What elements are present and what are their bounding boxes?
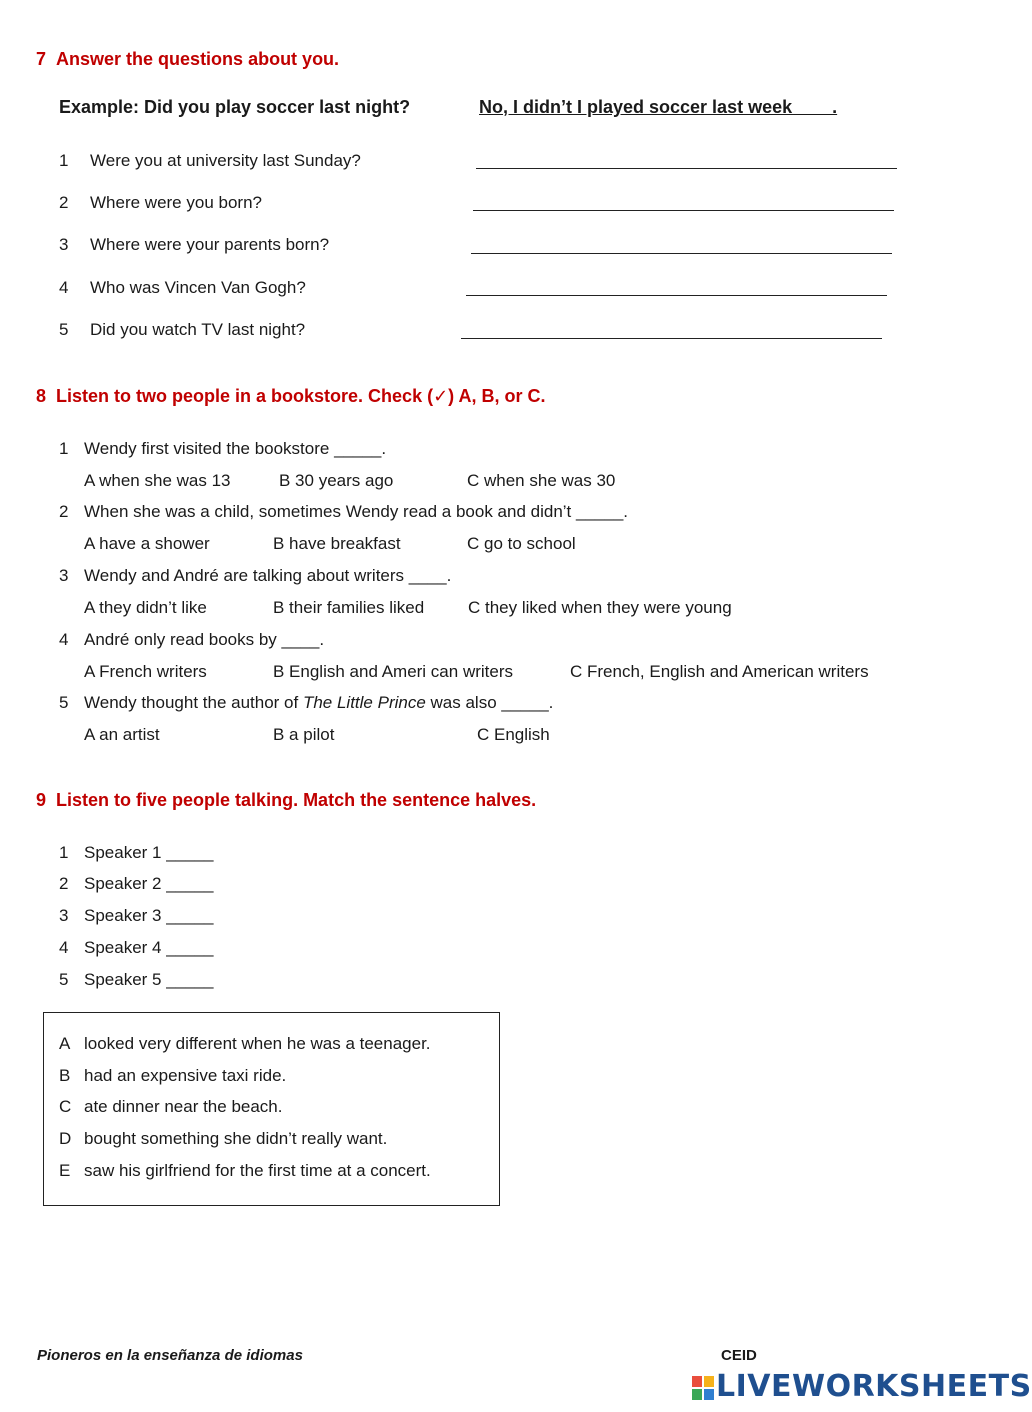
option-row-b [59, 1066, 286, 1086]
answer-line-5[interactable] [461, 322, 882, 339]
question-number: 5 [59, 693, 69, 712]
s8-q1-option-b[interactable]: B 30 years ago [279, 471, 394, 490]
s7-question-1 [59, 151, 361, 171]
section-7-heading [36, 49, 339, 70]
option-letter: D [59, 1129, 72, 1148]
question-number: 3 [59, 235, 69, 254]
question-text: André only read books by ____. [84, 630, 325, 649]
speaker-row-1[interactable] [59, 843, 214, 863]
question-text: Did you watch TV last night? [90, 320, 306, 339]
example-question: Example: Did you play soccer last night? [59, 97, 411, 117]
question-text: Were you at university last Sunday? [90, 151, 361, 170]
speaker-text: Speaker 1 _____ [84, 843, 214, 862]
speaker-number: 5 [59, 970, 69, 989]
question-text: Who was Vincen Van Gogh? [90, 278, 306, 297]
speaker-number: 4 [59, 938, 69, 957]
answer-line-1[interactable] [476, 152, 897, 169]
question-text: Where were you born? [90, 193, 262, 212]
s8-q3-option-b[interactable]: B their families liked [273, 598, 425, 617]
s8-q3-option-a[interactable]: A they didn’t like [84, 598, 207, 617]
answer-line-4[interactable] [466, 279, 887, 296]
option-text: looked very different when he was a teenager. [84, 1034, 431, 1053]
section-7-title: Answer the questions about you. [56, 49, 340, 69]
s8-q5-option-b[interactable]: B a pilot [273, 725, 335, 744]
speaker-row-4[interactable] [59, 938, 214, 958]
speaker-row-2[interactable] [59, 874, 214, 894]
option-letter: A [59, 1034, 71, 1053]
s8-q5-option-c[interactable]: C English [477, 725, 550, 744]
section-8-heading [36, 386, 546, 407]
question-text-start: Wendy thought the author of [84, 693, 303, 712]
option-letter: B [59, 1066, 71, 1085]
section-9-number: 9 [36, 790, 47, 810]
s7-question-5 [59, 320, 305, 340]
question-number: 5 [59, 320, 69, 339]
s8-question-5 [59, 693, 553, 713]
s8-question-3 [59, 566, 451, 586]
speaker-number: 2 [59, 874, 69, 893]
answer-line-2[interactable] [473, 194, 894, 211]
s7-question-4 [59, 278, 306, 298]
speaker-text: Speaker 3 _____ [84, 906, 214, 925]
option-letter: C [59, 1097, 72, 1116]
question-number: 2 [59, 193, 69, 212]
s7-question-2 [59, 193, 262, 213]
option-row-c [59, 1097, 282, 1117]
speaker-row-5[interactable] [59, 970, 214, 990]
s8-q3-option-c[interactable]: C they liked when they were young [468, 598, 732, 617]
s8-q1-option-a[interactable]: A when she was 13 [84, 471, 231, 490]
question-text: Where were your parents born? [90, 235, 330, 254]
s8-question-4 [59, 630, 324, 650]
footer-ceid: CEID [721, 1347, 757, 1364]
question-number: 4 [59, 278, 69, 297]
s8-question-2 [59, 502, 628, 522]
s8-q4-option-a[interactable]: A French writers [84, 662, 207, 681]
question-text: Wendy and André are talking about writers ____. [84, 566, 452, 585]
option-text: saw his girlfriend for the first time at a concert. [84, 1161, 431, 1180]
answer-line-3[interactable] [471, 237, 892, 254]
s8-q2-option-c[interactable]: C go to school [467, 534, 576, 553]
liveworksheets-logo-text: LIVEWORKSHEETS [716, 1369, 1032, 1404]
s8-q5-option-a[interactable]: A an artist [84, 725, 160, 744]
speaker-text: Speaker 5 _____ [84, 970, 214, 989]
s8-q2-option-a[interactable]: A have a shower [84, 534, 210, 553]
speaker-row-3[interactable] [59, 906, 214, 926]
speaker-text: Speaker 2 _____ [84, 874, 214, 893]
section-8-title: Listen to two people in a bookstore. Check (✓) A, B, or C. [56, 386, 546, 406]
question-number: 2 [59, 502, 69, 521]
speaker-text: Speaker 4 _____ [84, 938, 214, 957]
option-text: had an expensive taxi ride. [84, 1066, 287, 1085]
footer-tagline: Pioneros en la enseñanza de idiomas [37, 1347, 303, 1364]
option-text: ate dinner near the beach. [84, 1097, 283, 1116]
section-7-number: 7 [36, 49, 47, 69]
option-row-a [59, 1034, 431, 1054]
question-number: 1 [59, 151, 69, 170]
question-text-end: was also _____. [425, 693, 554, 712]
question-number: 4 [59, 630, 69, 649]
speaker-number: 3 [59, 906, 69, 925]
section-8-number: 8 [36, 386, 47, 406]
option-letter: E [59, 1161, 71, 1180]
s8-q2-option-b[interactable]: B have breakfast [273, 534, 401, 553]
example-answer: No, I didn’t I played soccer last week . [479, 97, 838, 117]
option-row-e [59, 1161, 431, 1181]
option-text: bought something she didn’t really want. [84, 1129, 388, 1148]
s8-q4-option-c[interactable]: C French, English and American writers [570, 662, 869, 681]
section-9-title: Listen to five people talking. Match the sentence halves. [56, 790, 537, 810]
speaker-number: 1 [59, 843, 69, 862]
question-number: 1 [59, 439, 69, 458]
s8-q1-option-c[interactable]: C when she was 30 [467, 471, 616, 490]
question-text: Wendy first visited the bookstore _____. [84, 439, 387, 458]
s8-q4-option-b[interactable]: B English and Ameri can writers [273, 662, 513, 681]
book-title: The Little Prince [302, 693, 426, 712]
question-number: 3 [59, 566, 69, 585]
liveworksheets-logo-icon [692, 1376, 714, 1400]
s8-question-1 [59, 439, 386, 459]
section-9-heading [36, 790, 536, 811]
s7-question-3 [59, 235, 329, 255]
question-text: When she was a child, sometimes Wendy read a book and didn’t _____. [84, 502, 628, 521]
option-row-d [59, 1129, 387, 1149]
